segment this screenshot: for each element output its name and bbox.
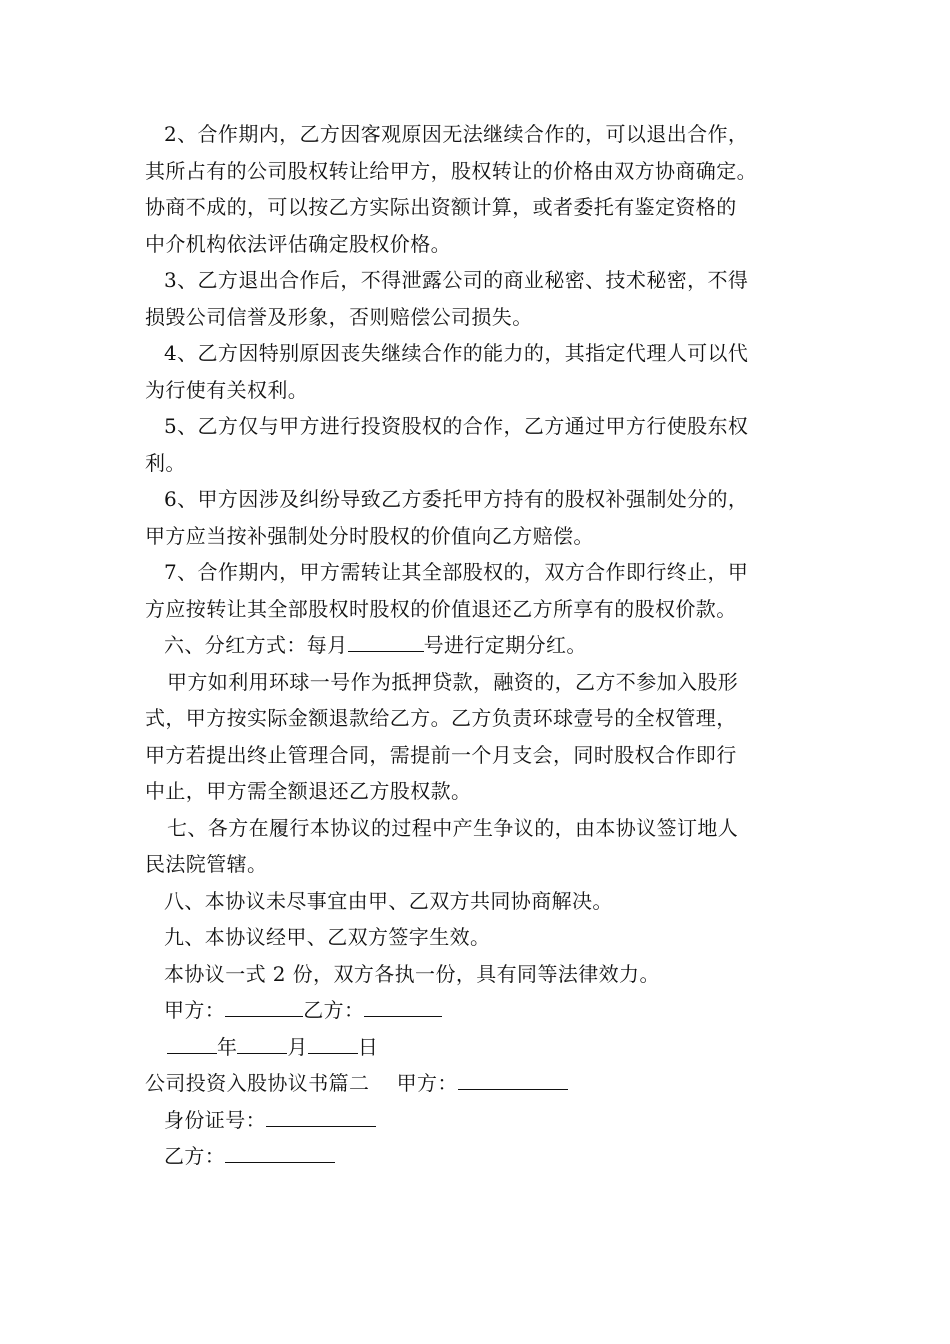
- part-2-party-b-row: [145, 1138, 817, 1175]
- clause-4: [145, 335, 817, 408]
- part-2-header-row: [145, 1065, 817, 1102]
- part-2-title: 公司投资入股协议书篇二: [145, 1071, 370, 1095]
- day-label: 日: [357, 1034, 379, 1059]
- part-2-header: [145, 1065, 817, 1102]
- party-a-signature-blank: [225, 996, 303, 1017]
- section-7-line: 七、各方在履行本协议的过程中产生争议的，由本协议签订地人: [167, 815, 739, 840]
- clause-7-line: 方应按转让其全部股权时股权的价值退还乙方所享有的股权价款。: [145, 596, 737, 621]
- section-6-prefix: 六、分红方式：每月: [164, 633, 348, 657]
- clause-3-line: 损毁公司信誉及形象，否则赔偿公司损失。: [145, 304, 533, 329]
- clause-2-line: 其所占有的公司股权转让给甲方，股权转让的价格由双方协商确定。: [145, 158, 757, 183]
- section-8: [145, 883, 817, 920]
- clause-5: [145, 408, 817, 481]
- section-6-suffix: 号进行定期分红。: [423, 633, 587, 657]
- mortgage-line: 式，甲方按实际金额退款给乙方。乙方负责环球壹号的全权管理，: [145, 706, 737, 730]
- year-blank: [167, 1033, 217, 1054]
- copies-line: 本协议一式 2 份，双方各执一份，具有同等法律效力。: [164, 961, 660, 986]
- part-2-party-a-blank: [458, 1069, 568, 1090]
- clause-4-line: 4、乙方因特别原因丧失继续合作的能力的，其指定代理人可以代: [164, 341, 749, 365]
- section-9-line: 九、本协议经甲、乙双方签字生效。: [164, 925, 491, 949]
- part-2-party-b-blank: [225, 1142, 335, 1163]
- clause-5-line: 5、乙方仅与甲方进行投资股权的合作，乙方通过甲方行使股东权: [164, 414, 749, 438]
- party-a-label: 甲方：: [164, 998, 226, 1022]
- year-label: 年: [217, 1034, 238, 1059]
- clause-5-line: 利。: [145, 450, 186, 475]
- month-label: 月: [287, 1034, 308, 1059]
- section-8-line: 八、本协议未尽事宜由甲、乙双方共同协商解决。: [164, 888, 613, 913]
- clause-2: [145, 116, 817, 262]
- copies-statement: [145, 956, 817, 993]
- clause-2-line: 2、合作期内，乙方因客观原因无法继续合作的，可以退出合作，: [164, 122, 749, 146]
- part-2-id: [145, 1102, 817, 1139]
- clause-3-line: 3、乙方退出合作后，不得泄露公司的商业秘密、技术秘密，不得: [164, 268, 749, 292]
- part-2-party-a-label: 甲方：: [396, 1071, 458, 1095]
- day-blank: [308, 1033, 358, 1054]
- party-b-label: 乙方：: [303, 998, 365, 1022]
- section-7-line: 民法院管辖。: [145, 852, 268, 876]
- clause-7-line: 7、合作期内，甲方需转让其全部股权的，双方合作即行终止，甲: [164, 560, 749, 584]
- mortgage-clause: [145, 664, 817, 810]
- signature-row: [145, 992, 817, 1029]
- mortgage-line: 甲方如利用环球一号作为抵押贷款，融资的，乙方不参加入股形: [167, 669, 739, 694]
- clause-6: [145, 481, 817, 554]
- document-page: [145, 116, 817, 1175]
- section-6-dividend: [145, 627, 817, 664]
- section-7-dispute: [145, 810, 817, 883]
- month-blank: [237, 1033, 287, 1054]
- mortgage-line: 甲方若提出终止管理合同，需提前一个月支会，同时股权合作即行: [145, 742, 737, 767]
- part-2-id-row: [145, 1102, 817, 1139]
- clause-3: [145, 262, 817, 335]
- mortgage-line: 中止，甲方需全额退还乙方股权款。: [145, 779, 472, 803]
- date-line: [145, 1029, 817, 1066]
- dividend-day-blank: [348, 631, 424, 652]
- clause-7: [145, 554, 817, 627]
- clause-4-line: 为行使有关权利。: [145, 377, 309, 402]
- section-6-line: [145, 627, 817, 664]
- part-2-party-b: [145, 1138, 817, 1175]
- date-row: [145, 1029, 817, 1066]
- part-2-id-label: 身份证号：: [164, 1107, 266, 1132]
- clause-2-line: 中介机构依法评估确定股权价格。: [145, 231, 451, 256]
- clause-6-line: 甲方应当按补强制处分时股权的价值向乙方赔偿。: [145, 523, 594, 548]
- signature-line: [145, 992, 817, 1029]
- party-b-signature-blank: [364, 996, 442, 1017]
- part-2-party-b-label: 乙方：: [164, 1144, 226, 1168]
- clause-6-line: 6、甲方因涉及纠纷导致乙方委托甲方持有的股权补强制处分的，: [164, 487, 749, 511]
- clause-2-line: 协商不成的，可以按乙方实际出资额计算，或者委托有鉴定资格的: [145, 195, 737, 219]
- part-2-id-blank: [266, 1106, 376, 1127]
- section-9: [145, 919, 817, 956]
